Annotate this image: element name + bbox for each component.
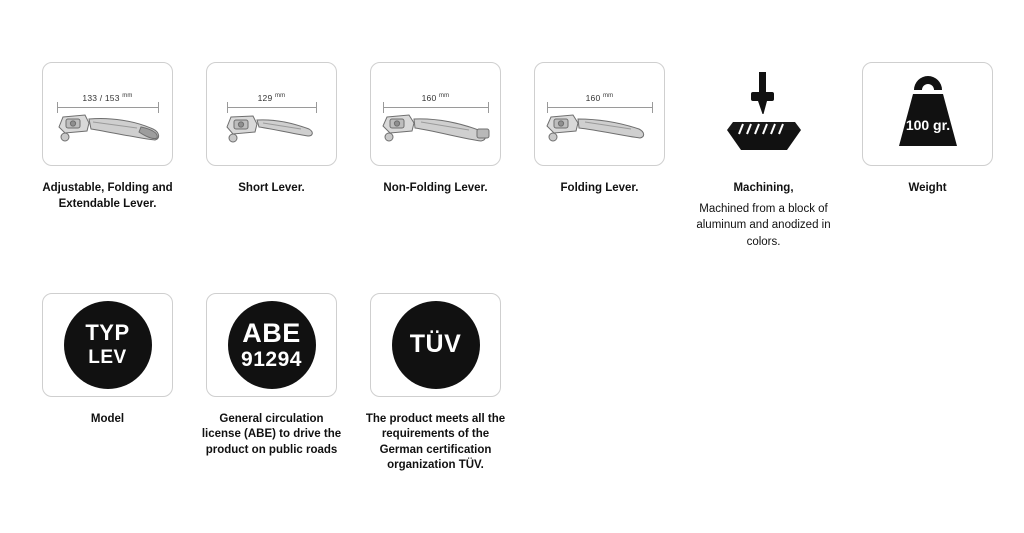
lever-short-icon — [213, 71, 331, 157]
badge-line-2: LEV — [88, 347, 127, 369]
dimension-line — [227, 107, 317, 108]
model-badge-icon — [64, 301, 152, 389]
feature-caption: Folding Lever. — [560, 182, 639, 194]
icon-card — [370, 62, 501, 166]
weight-icon — [873, 68, 983, 160]
icon-card — [42, 293, 173, 397]
dimension-line — [57, 107, 159, 108]
feature-item-tuv — [365, 293, 506, 474]
lever-drawing — [213, 111, 331, 157]
feature-caption: Machining, — [733, 182, 794, 194]
dimension-label: 160 $^{mm}$ — [421, 93, 450, 103]
icon-card — [206, 62, 337, 166]
feature-caption: Adjustable, Folding and Extendable Lever. — [42, 182, 173, 210]
lever-non-folding-icon — [377, 71, 495, 157]
tuv-badge-icon — [392, 301, 480, 389]
cnc-machining-icon — [709, 68, 819, 160]
feature-item-weight — [862, 62, 993, 197]
icon-card — [862, 62, 993, 166]
feature-item-adjustable-lever — [42, 62, 173, 212]
feature-item-non-folding-lever — [370, 62, 501, 197]
feature-caption: Non-Folding Lever. — [383, 182, 488, 194]
dimension-line — [547, 107, 653, 108]
lever-folding-icon — [541, 71, 659, 157]
weight-value-label: 100 gr. — [905, 117, 950, 133]
icon-card — [698, 62, 829, 166]
icon-card — [42, 62, 173, 166]
dimension-label: 133 / 153 $^{mm}$ — [82, 93, 133, 103]
feature-caption: Short Lever. — [238, 182, 305, 194]
icon-card — [206, 293, 337, 397]
dimension-line — [383, 107, 489, 108]
feature-subcaption: Machined from a block of aluminum and anodized in colors. — [696, 202, 831, 248]
lever-drawing — [49, 111, 167, 157]
lever-drawing — [377, 111, 495, 157]
feature-row-top — [0, 0, 1024, 251]
badge-line-1: TYP — [85, 320, 130, 346]
feature-item-folding-lever — [534, 62, 665, 197]
badge-line-1: TÜV — [409, 330, 462, 359]
icon-card — [534, 62, 665, 166]
feature-caption: The product meets all the requirements of the German certification organization TÜV. — [365, 412, 506, 472]
feature-item-short-lever — [206, 62, 337, 197]
badge-line-1: ABE — [242, 317, 301, 348]
feature-caption: Weight — [908, 182, 947, 194]
lever-adjustable-folding-icon — [49, 71, 167, 157]
feature-caption: Model — [90, 412, 125, 425]
feature-item-model — [42, 293, 173, 428]
dimension-label: 129 $^{mm}$ — [257, 93, 286, 103]
dimension-label: 160 $^{mm}$ — [585, 93, 614, 103]
badge-line-2: 91294 — [241, 347, 302, 371]
feature-caption: General circulation license (ABE) to drive the product on public roads — [201, 412, 342, 456]
feature-item-abe — [201, 293, 342, 459]
icon-card — [370, 293, 501, 397]
abe-badge-icon — [228, 301, 316, 389]
feature-item-machining — [698, 62, 829, 251]
feature-row-bottom — [0, 251, 1024, 474]
lever-drawing — [541, 111, 659, 157]
